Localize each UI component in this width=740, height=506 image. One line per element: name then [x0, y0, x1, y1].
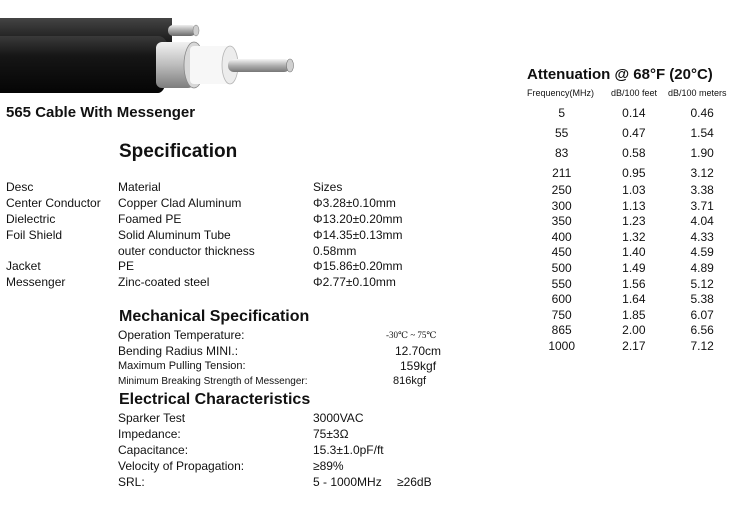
- att-db-meters: 3.12: [690, 166, 714, 180]
- att-db-feet: 0.95: [622, 166, 646, 180]
- att-db-meters: 5.38: [690, 292, 714, 307]
- att-frequency: 5: [558, 106, 566, 120]
- mech-value: 12.70cm: [395, 344, 442, 358]
- att-db-feet: 1.40: [622, 245, 646, 260]
- att-db-feet: 2.17: [622, 338, 646, 353]
- att-db-meters: 1.54: [690, 126, 714, 140]
- spec-size: Φ2.77±0.10mm: [313, 275, 396, 289]
- specification-heading: Specification: [119, 141, 238, 162]
- mechanical-heading: Mechanical Specification: [119, 308, 310, 325]
- elec-label: SRL:: [118, 475, 145, 489]
- att-frequency: 865: [551, 323, 572, 338]
- att-header-db-feet: dB/100 feet: [611, 88, 658, 98]
- att-db-meters: 4.33: [690, 229, 714, 244]
- attenuation-table: [520, 103, 740, 355]
- mech-value: 816kgf: [393, 375, 427, 387]
- mech-label: Operation Temperature:: [118, 328, 245, 342]
- attenuation-row: [520, 261, 740, 277]
- att-frequency: 500: [551, 260, 572, 275]
- elec-value: ≥89%: [313, 459, 344, 473]
- att-db-meters: 6.07: [690, 307, 714, 322]
- attenuation-row: [520, 214, 740, 230]
- spec-material: Copper Clad Aluminum: [118, 196, 242, 210]
- att-db-feet: 1.49: [622, 260, 646, 275]
- att-db-feet: 1.03: [622, 183, 646, 197]
- att-frequency: 400: [551, 229, 572, 244]
- elec-value: 5 - 1000MHz: [313, 475, 382, 489]
- att-db-feet: 0.58: [622, 146, 646, 160]
- att-db-meters: 3.71: [690, 198, 714, 213]
- elec-label: Capacitance:: [118, 443, 189, 457]
- attenuation-row: [520, 245, 740, 261]
- attenuation-row: [520, 308, 740, 324]
- mech-value: 159kgf: [400, 359, 437, 373]
- spec-size: Φ14.35±0.13mm: [313, 228, 403, 242]
- att-frequency: 350: [551, 214, 572, 229]
- spec-desc: Jacket: [6, 259, 41, 273]
- att-db-feet: 1.56: [622, 276, 646, 291]
- att-frequency: 450: [551, 245, 572, 260]
- att-db-meters: 4.04: [690, 214, 714, 229]
- att-db-feet: 0.14: [622, 106, 646, 120]
- attenuation-row: [520, 277, 740, 293]
- attenuation-row: [520, 199, 740, 215]
- elec-value: 3000VAC: [313, 411, 364, 425]
- mech-value: -30℃ ~ 75℃: [386, 330, 437, 340]
- att-db-meters: 5.12: [690, 276, 714, 291]
- att-db-feet: 1.32: [622, 229, 646, 244]
- spec-size: Φ3.28±0.10mm: [313, 196, 396, 210]
- elec-label: Sparker Test: [118, 411, 186, 425]
- spec-desc: Foil Shield: [6, 228, 63, 242]
- att-frequency: 211: [552, 166, 572, 180]
- elec-value: 15.3±1.0pF/ft: [313, 443, 384, 457]
- spec-size: Φ15.86±0.20mm: [313, 259, 403, 273]
- spec-material: outer conductor thickness: [118, 244, 255, 258]
- att-header-frequency: Frequency(MHz): [527, 88, 595, 98]
- attenuation-row: [520, 230, 740, 246]
- att-db-feet: 1.13: [622, 198, 646, 213]
- attenuation-title: Attenuation @ 68°F (20°C): [527, 66, 713, 83]
- spec-material: Zinc-coated steel: [118, 275, 210, 289]
- att-db-meters: 1.90: [690, 146, 714, 160]
- spec-material: PE: [118, 259, 135, 273]
- spec-material: Foamed PE: [118, 212, 182, 226]
- spec-size: Φ13.20±0.20mm: [313, 212, 403, 226]
- attenuation-row: [520, 183, 740, 199]
- att-db-feet: 1.64: [622, 292, 646, 307]
- att-db-meters: 4.89: [690, 260, 714, 275]
- spec-desc: Center Conductor: [6, 196, 101, 210]
- spec-header-material: Material: [118, 180, 161, 194]
- att-db-meters: 4.59: [690, 245, 714, 260]
- cable-illustration: [0, 0, 300, 98]
- elec-label: Impedance:: [118, 427, 181, 441]
- att-frequency: 600: [551, 292, 572, 307]
- att-db-meters: 7.12: [690, 338, 714, 353]
- att-db-feet: 0.47: [622, 126, 646, 140]
- attenuation-row: [520, 123, 740, 143]
- spec-header-desc: Desc: [6, 180, 34, 194]
- att-frequency: 300: [551, 198, 572, 213]
- attenuation-row: [520, 339, 740, 355]
- elec-value: 75±3Ω: [313, 427, 349, 441]
- attenuation-row: [520, 292, 740, 308]
- spec-desc: Dielectric: [6, 212, 56, 226]
- elec-value-2: ≥26dB: [397, 475, 432, 489]
- product-title: 565 Cable With Messenger: [6, 104, 196, 121]
- att-db-feet: 1.23: [622, 214, 646, 229]
- att-db-meters: 6.56: [690, 323, 714, 338]
- attenuation-row: [520, 103, 740, 123]
- att-frequency: 1000: [548, 338, 576, 353]
- att-db-feet: 2.00: [622, 323, 646, 338]
- spec-desc: Messenger: [6, 275, 66, 289]
- elec-label: Velocity of Propagation:: [118, 459, 245, 473]
- att-frequency: 55: [555, 126, 569, 140]
- att-frequency: 550: [551, 276, 572, 291]
- electrical-heading: Electrical Characteristics: [119, 391, 311, 408]
- att-db-meters: 3.38: [690, 183, 714, 197]
- att-header-db-meters: dB/100 meters: [668, 88, 727, 98]
- spec-header-sizes: Sizes: [313, 180, 343, 194]
- spec-material: Solid Aluminum Tube: [118, 228, 231, 242]
- attenuation-row: [520, 323, 740, 339]
- mech-label: Bending Radius MINI.:: [118, 344, 239, 358]
- mech-label: Minimum Breaking Strength of Messenger:: [118, 376, 308, 387]
- mech-label: Maximum Pulling Tension:: [118, 360, 246, 372]
- att-db-feet: 1.85: [622, 307, 646, 322]
- attenuation-row: [520, 143, 740, 163]
- spec-size: 0.58mm: [313, 244, 357, 258]
- att-frequency: 750: [551, 307, 572, 322]
- att-frequency: 83: [555, 146, 569, 160]
- attenuation-row: [520, 163, 740, 183]
- att-frequency: 250: [551, 183, 572, 197]
- att-db-meters: 0.46: [690, 106, 714, 120]
